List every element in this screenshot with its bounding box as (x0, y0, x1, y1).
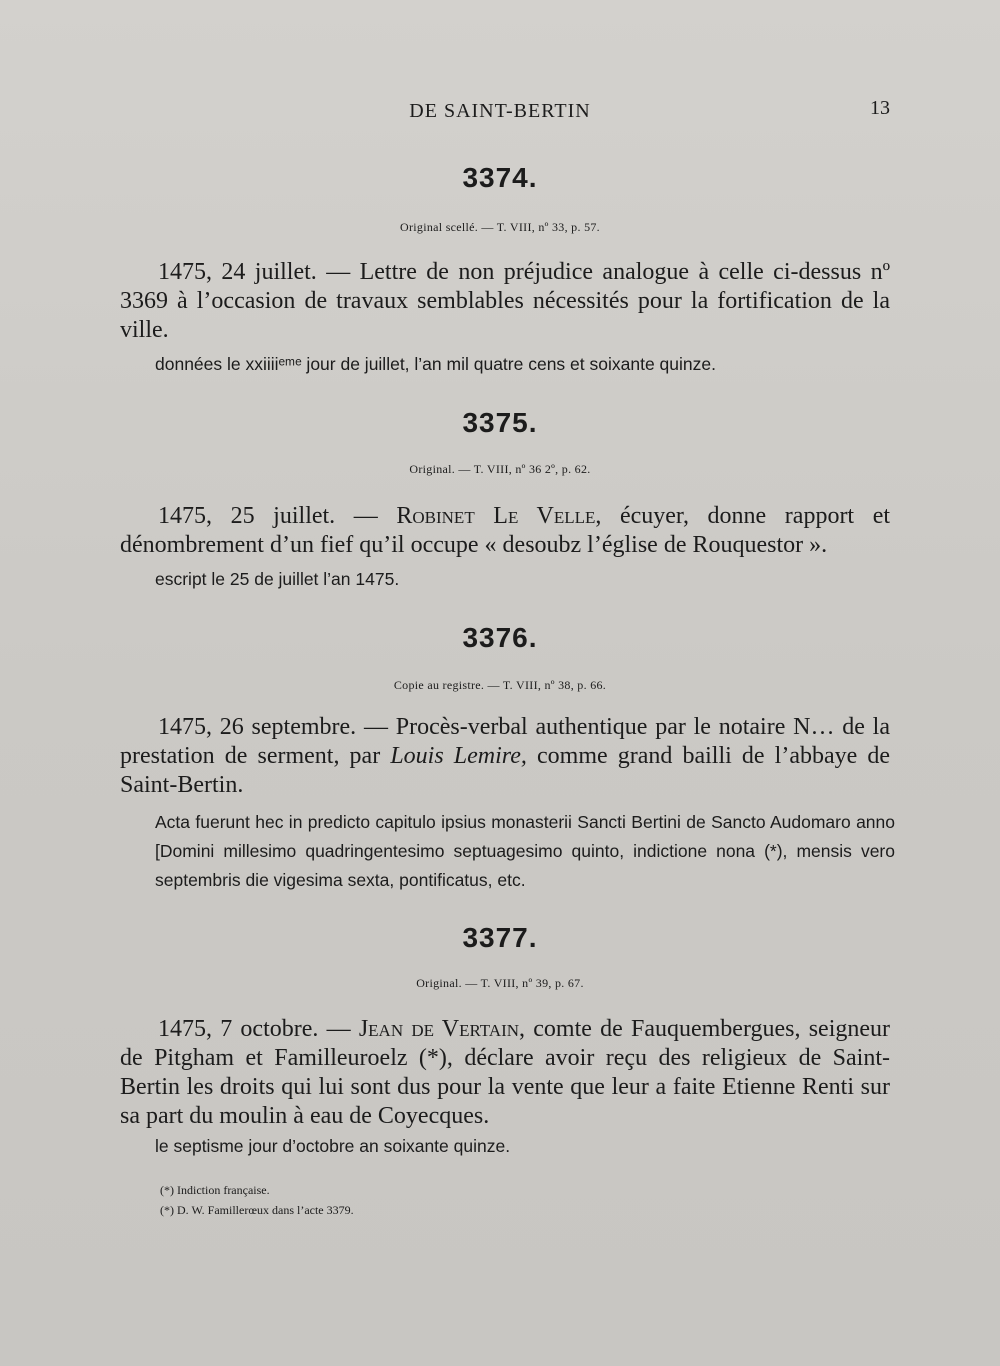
entry-number-3375: 3375. (462, 407, 538, 438)
entry-quote-3375: escript le 25 de juillet l’an 1475. (155, 569, 400, 589)
entry-date: 1475, 7 octobre. (158, 1016, 319, 1042)
entry-text: écuyer, donne rapport et dénombrement d’un fief qu’il occupe « desoubz l’église de Rouquestor ». (120, 503, 891, 558)
footnote-2: (*) D. W. Famillerœux dans l’acte 3379. (160, 1203, 354, 1217)
entry-person: Louis Lemire, (390, 743, 527, 769)
entry-date: 1475, 26 septembre. (158, 714, 357, 740)
entry-text: — Lettre de non préjudice analogue à celle ci-dessus nº 3369 à l’occasion de travaux semblables nécessités pour la fortification de la ville. (120, 259, 891, 343)
entry-quote-3377: le septisme jour d’octobre an soixante quinze. (155, 1136, 511, 1156)
entry-summary-3375 (120, 502, 890, 560)
entry-source-3376: Copie au registre. — T. VIII, nº 38, p. 66. (393, 678, 607, 692)
entry-quote-3374: données le xxiiiiᵉᵐᵉ jour de juillet, l’an mil quatre cens et soixante quinze. (155, 354, 716, 374)
entry-source-3375: Original. — T. VIII, nº 36 2º, p. 62. (409, 462, 591, 476)
entry-number-3377: 3377. (462, 922, 538, 953)
entry-number-3376: 3376. (462, 622, 538, 653)
entry-summary-3377 (120, 1015, 890, 1131)
entry-date: 1475, 24 juillet. (158, 259, 317, 285)
entry-source-3374: Original scellé. — T. VIII, nº 33, p. 57. (400, 220, 600, 234)
entry-number-3374: 3374. (462, 162, 538, 193)
entry-source-3377: Original. — T. VIII, nº 39, p. 67. (416, 976, 584, 990)
entry-text-pre: — Procès-verbal authentique par le notaire N… de la prestation de serment, par (120, 714, 891, 769)
entry-dash: — (353, 503, 378, 529)
entry-summary-3374 (120, 258, 890, 345)
entry-person: Jean de Vertain, (358, 1016, 526, 1042)
entry-date: 1475, 25 juillet. (158, 503, 336, 529)
entry-text: comme grand bailli de l’abbaye de Saint-Bertin. (120, 743, 891, 798)
entry-text: comte de Fauquembergues, seigneur de Pitgham et Familleuroelz (*), déclare avoir reçu des religieux de Saint-Bertin les droits qui lui sont dus pour la vente que leur a faite Etienne Renti sur sa part du moulin à eau de Coyecques. (120, 1016, 891, 1129)
entry-person: Robinet Le Velle, (396, 503, 602, 529)
page-number: 13 (870, 97, 890, 119)
entry-quote-3376: Acta fuerunt hec in predicto capitulo ipsius monasterii Sancti Bertini de Sancto Audomaro anno [Domini millesimo quadringentesimo septuagesimo quinto, indictione nona (*), mensis vero septembris die vigesima sexta, pontificatus, etc. (155, 812, 895, 890)
running-header: DE SAINT-BERTIN (409, 100, 591, 122)
entry-dash: — (326, 1016, 351, 1042)
entry-summary-3376 (120, 713, 890, 800)
footnote-1: (*) Indiction française. (160, 1183, 270, 1197)
footnotes (160, 1180, 760, 1220)
